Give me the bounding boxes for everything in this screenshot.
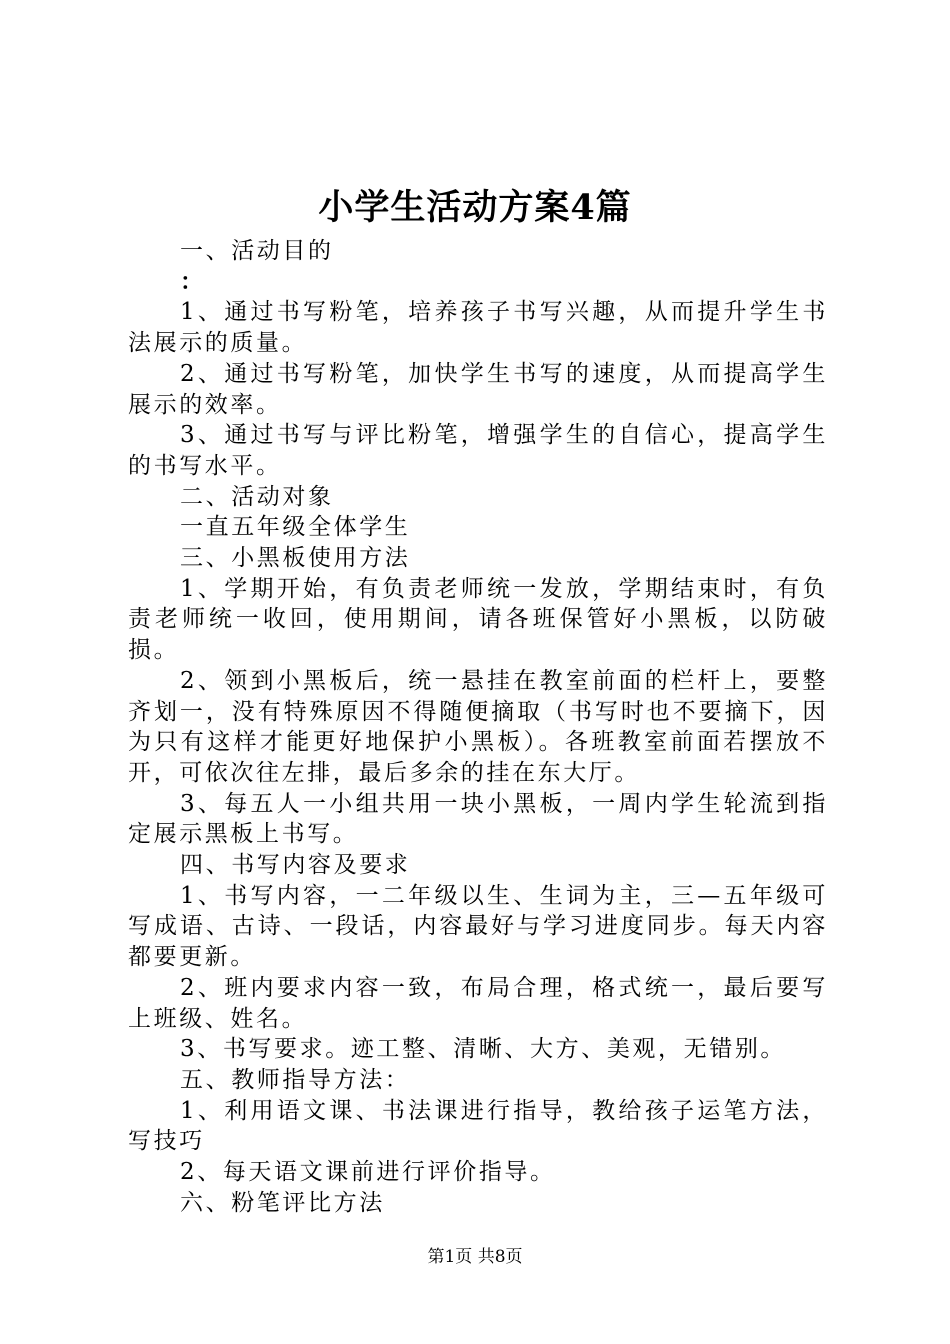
paragraph: 2、每天语文课前进行评价指导。 [180,1159,556,1186]
paragraph: 2、领到小黑板后，统一悬挂在教室前面的栏杆上，要整齐划一，没有特殊原因不得随便摘取（书写时也不要摘下，因为只有这样才能更好地保护小黑板）。各班教室前面若摆放不开，可依次往左排，最后多余的挂在东大厅。 [128,667,828,786]
section-heading: 一、活动目的 [180,238,334,264]
paragraph: 3、每五人一小组共用一块小黑板，一周内学生轮流到指定展示黑板上书写。 [128,790,828,848]
paragraph: 1、书写内容，一二年级以生、生词为主，三—五年级可写成语、古诗、一段话，内容最好与学习进度同步。每天内容都要更新。 [128,882,828,971]
section-heading: 五、教师指导方法： [180,1066,411,1093]
paragraph: 3、书写要求。迹工整、清晰、大方、美观，无错别。 [180,1036,787,1063]
document-body [128,236,828,1219]
paragraph: 2、班内要求内容一致，布局合理，格式统一，最后要写上班级、姓名。 [128,974,828,1032]
section-heading: 三、小黑板使用方法 [180,545,411,572]
paragraph: 一直五年级全体学生 [180,514,411,541]
section-heading: 四、书写内容及要求 [180,852,411,879]
paragraph: 1、利用语文课、书法课进行指导，教给孩子运笔方法，写技巧 [128,1097,828,1155]
paragraph: 1、学期开始，有负责老师统一发放，学期结束时，有负责老师统一收回，使用期间，请各班保管好小黑板，以防破损。 [128,575,828,664]
paragraph: 2、通过书写粉笔，加快学生书写的速度，从而提高学生展示的效率。 [128,360,828,418]
section-heading: 二、活动对象 [180,483,334,510]
document-title: 小学生活动方案4篇 [318,187,632,228]
paragraph: 1、通过书写粉笔，培养孩子书写兴趣，从而提升学生书法展示的质量。 [128,299,828,357]
page-number-footer: 第1页 共8页 [427,1247,523,1267]
section-heading: 六、粉笔评比方法 [180,1189,385,1216]
paragraph: ： [180,267,206,295]
paragraph: 3、通过书写与评比粉笔，增强学生的自信心，提高学生的书写水平。 [128,422,828,479]
